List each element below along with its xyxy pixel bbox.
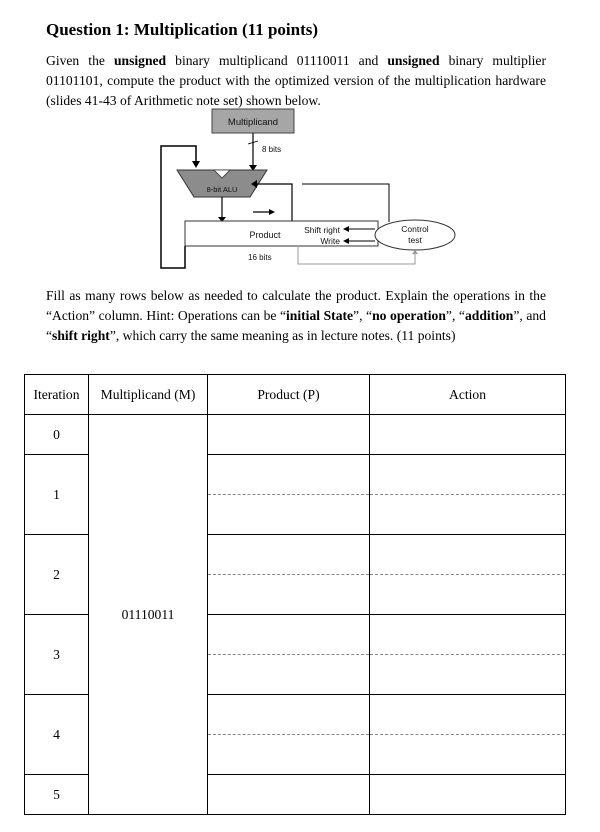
- action-cell[interactable]: [370, 775, 566, 815]
- multiplication-table: [24, 374, 566, 815]
- product-cell[interactable]: [208, 455, 370, 495]
- instructions: Fill as many rows below as needed to calculate the product. Explain the operations in the “Action” column. Hint: Operations can be “initial State”, “no operation”, “addition”, and “shift right”, which carry the same meaning as in lecture notes. (11 points): [46, 288, 546, 343]
- multiplication-hardware-diagram: [150, 108, 470, 276]
- product-cell[interactable]: [208, 535, 370, 575]
- product-cell[interactable]: [208, 615, 370, 655]
- product-cell[interactable]: [208, 655, 370, 695]
- action-cell[interactable]: [370, 735, 566, 775]
- question-title: Question 1: Multiplication (11 points): [46, 20, 319, 39]
- action-cell[interactable]: [370, 575, 566, 615]
- product-cell[interactable]: [208, 695, 370, 735]
- question-intro: Given the unsigned binary multiplicand 01110011 and unsigned binary multiplier 01101101, compute the product with the optimized version of the multiplication hardware (slides 41-43 of Arithmetic note set) shown below.: [46, 53, 546, 108]
- product-cell[interactable]: [208, 735, 370, 775]
- write-label: Write: [320, 236, 340, 246]
- control-label-2: test: [408, 235, 422, 245]
- multiplicand-label: Multiplicand: [227, 117, 279, 128]
- bits-8-label: 8 bits: [262, 145, 282, 154]
- table-row: [25, 415, 566, 455]
- alu-label: 8-bit ALU: [206, 185, 238, 194]
- product-cell[interactable]: [208, 575, 370, 615]
- control-label-1: Control: [401, 224, 429, 234]
- action-cell[interactable]: [370, 535, 566, 575]
- product-cell[interactable]: [208, 775, 370, 815]
- header-multiplicand: Multiplicand (M): [89, 375, 208, 415]
- product-cell[interactable]: [208, 415, 370, 455]
- iteration-cell: 2: [25, 535, 89, 615]
- iteration-cell: 5: [25, 775, 89, 815]
- header-action: Action: [370, 375, 566, 415]
- iteration-cell: 3: [25, 615, 89, 695]
- header-iteration: Iteration: [25, 375, 89, 415]
- header-product: Product (P): [208, 375, 370, 415]
- shift-right-label: Shift right: [304, 225, 340, 235]
- iteration-cell: 0: [25, 415, 89, 455]
- bits-16-label: 16 bits: [248, 253, 272, 262]
- iteration-cell: 4: [25, 695, 89, 775]
- action-cell[interactable]: [370, 455, 566, 495]
- action-cell[interactable]: [370, 655, 566, 695]
- action-cell[interactable]: [370, 495, 566, 535]
- multiplicand-cell: 01110011: [89, 415, 208, 815]
- product-label: Product: [249, 230, 281, 240]
- table-header-row: [25, 375, 566, 415]
- product-register: [185, 221, 378, 246]
- iteration-cell: 1: [25, 455, 89, 535]
- product-cell[interactable]: [208, 495, 370, 535]
- action-cell[interactable]: [370, 415, 566, 455]
- action-cell[interactable]: [370, 615, 566, 655]
- action-cell[interactable]: [370, 695, 566, 735]
